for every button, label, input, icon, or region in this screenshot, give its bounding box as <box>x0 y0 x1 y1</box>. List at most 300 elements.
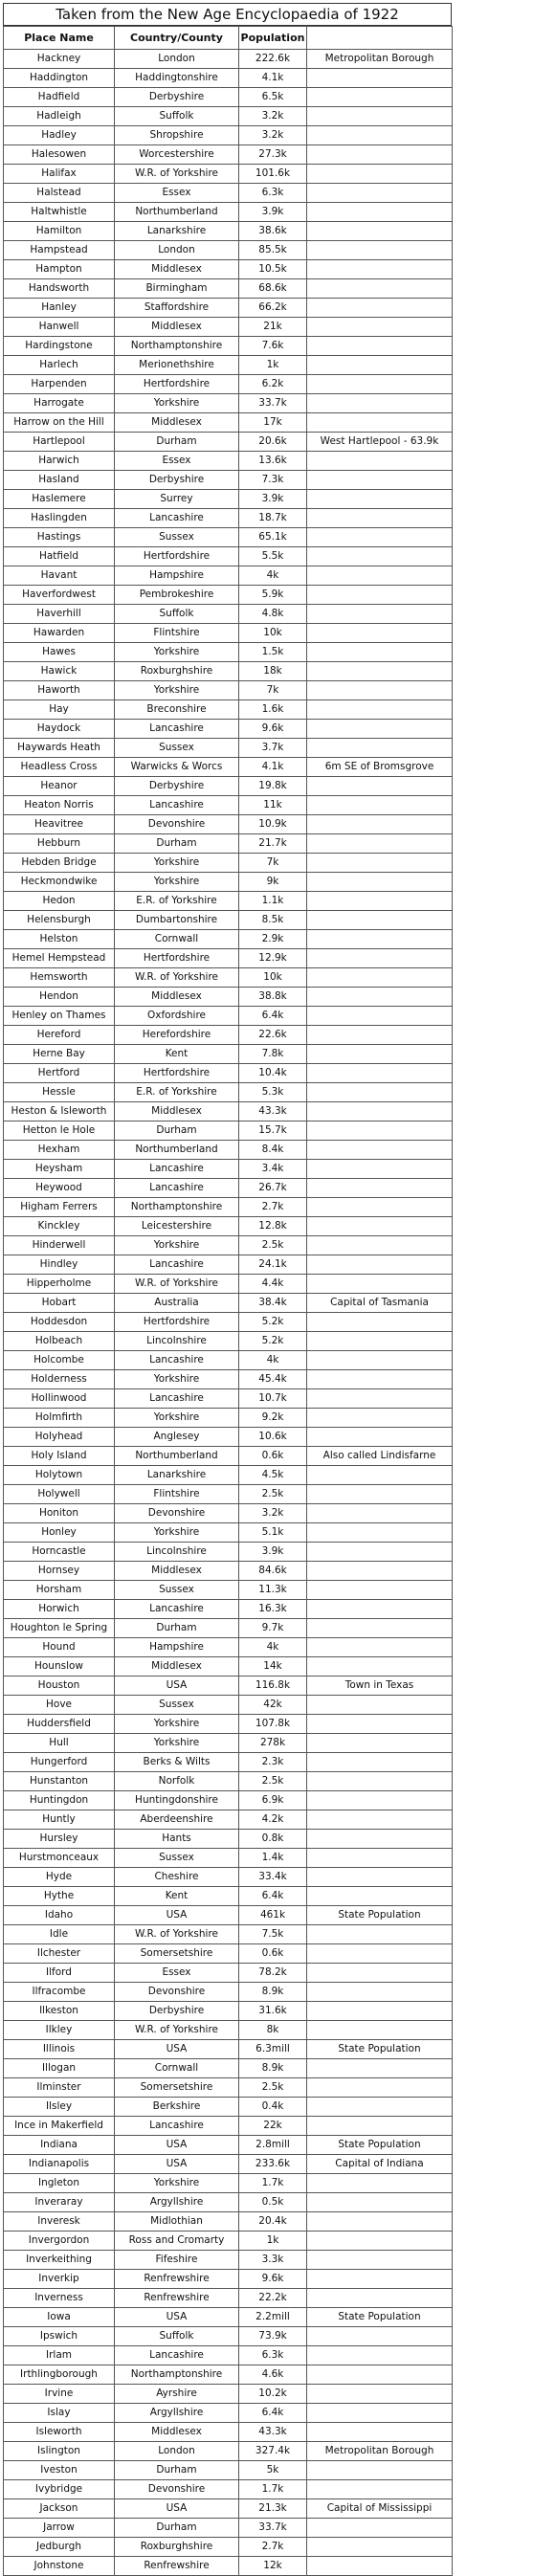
country-county-cell: Roxburghshire <box>115 662 239 681</box>
place-name-cell: Iveston <box>4 2461 115 2480</box>
place-name-cell: Honiton <box>4 1504 115 1523</box>
place-name-cell: Invergordon <box>4 2232 115 2251</box>
table-row <box>4 2538 453 2557</box>
place-name-cell: Horwich <box>4 1600 115 1619</box>
table-row <box>4 949 453 968</box>
table-row <box>4 471 453 490</box>
note-cell <box>307 988 453 1007</box>
place-name-cell: Havant <box>4 566 115 586</box>
population-cell: 5.5k <box>239 547 307 566</box>
place-name-cell: Hampton <box>4 260 115 279</box>
note-cell <box>307 1370 453 1389</box>
population-cell: 45.4k <box>239 1370 307 1389</box>
population-cell: 6.9k <box>239 1791 307 1810</box>
country-county-cell: Yorkshire <box>115 854 239 873</box>
table-row <box>4 2040 453 2059</box>
population-cell: 9.6k <box>239 720 307 739</box>
note-cell <box>307 1217 453 1236</box>
table-row <box>4 2385 453 2404</box>
population-cell: 6.3k <box>239 184 307 203</box>
place-name-cell: Horsham <box>4 1581 115 1600</box>
population-cell: 2.9k <box>239 930 307 949</box>
population-cell: 19.8k <box>239 777 307 796</box>
table-row <box>4 1083 453 1102</box>
note-cell <box>307 643 453 662</box>
population-cell: 101.6k <box>239 165 307 184</box>
population-cell: 6.2k <box>239 375 307 394</box>
country-county-cell: Yorkshire <box>115 643 239 662</box>
country-county-cell: Middlesex <box>115 260 239 279</box>
table-row <box>4 184 453 203</box>
table-row <box>4 1523 453 1543</box>
place-name-cell: Holmfirth <box>4 1409 115 1428</box>
country-county-cell: Yorkshire <box>115 873 239 892</box>
place-name-cell: Heanor <box>4 777 115 796</box>
place-name-cell: Holyhead <box>4 1428 115 1447</box>
population-cell: 1.6k <box>239 700 307 720</box>
population-cell: 43.3k <box>239 1102 307 1121</box>
note-cell <box>307 1083 453 1102</box>
place-name-cell: Hemel Hempstead <box>4 949 115 968</box>
country-county-cell: USA <box>115 1906 239 1925</box>
place-name-cell: Heavitree <box>4 815 115 834</box>
note-cell: Metropolitan Borough <box>307 50 453 69</box>
population-cell: 8.9k <box>239 1983 307 2002</box>
table-row <box>4 700 453 720</box>
place-name-cell: Huntingdon <box>4 1791 115 1810</box>
note-cell <box>307 1887 453 1906</box>
table-row <box>4 260 453 279</box>
population-cell: 21.3k <box>239 2499 307 2519</box>
table-row <box>4 394 453 413</box>
population-cell: 4.6k <box>239 2365 307 2385</box>
note-cell <box>307 1275 453 1294</box>
country-county-cell: Flintshire <box>115 1485 239 1504</box>
place-name-cell: Inveraray <box>4 2193 115 2212</box>
place-name-cell: Heston & Isleworth <box>4 1102 115 1121</box>
country-county-cell: Lancashire <box>115 796 239 815</box>
place-name-cell: Huddersfield <box>4 1715 115 1734</box>
country-county-cell: Yorkshire <box>115 1236 239 1255</box>
population-cell: 10.2k <box>239 2385 307 2404</box>
table-row <box>4 279 453 299</box>
place-name-cell: Hadley <box>4 126 115 145</box>
country-county-cell: Lancashire <box>115 720 239 739</box>
note-cell <box>307 1638 453 1657</box>
note-cell: Capital of Indiana <box>307 2155 453 2174</box>
population-cell: 7.8k <box>239 1045 307 1064</box>
note-cell <box>307 318 453 337</box>
population-cell: 78.2k <box>239 1964 307 1983</box>
place-name-cell: Higham Ferrers <box>4 1198 115 1217</box>
population-cell: 68.6k <box>239 279 307 299</box>
table-row <box>4 1121 453 1141</box>
country-county-cell: Durham <box>115 1121 239 1141</box>
place-name-cell: Headless Cross <box>4 758 115 777</box>
country-county-cell: Yorkshire <box>115 1523 239 1543</box>
place-name-cell: Holytown <box>4 1466 115 1485</box>
place-name-cell: Holbeach <box>4 1332 115 1351</box>
places-table <box>3 26 453 2576</box>
country-county-cell: W.R. of Yorkshire <box>115 1275 239 1294</box>
population-cell: 10.7k <box>239 1389 307 1409</box>
note-cell <box>307 1236 453 1255</box>
place-name-cell: Hanley <box>4 299 115 318</box>
place-name-cell: Handsworth <box>4 279 115 299</box>
note-cell <box>307 509 453 528</box>
place-name-cell: Inverkip <box>4 2270 115 2289</box>
note-cell <box>307 2480 453 2499</box>
place-name-cell: Hove <box>4 1696 115 1715</box>
table-row <box>4 2002 453 2021</box>
table-row <box>4 777 453 796</box>
place-name-cell: Hounslow <box>4 1657 115 1677</box>
population-cell: 3.7k <box>239 739 307 758</box>
population-cell: 4.8k <box>239 605 307 624</box>
population-cell: 2.5k <box>239 1485 307 1504</box>
place-name-cell: Hipperholme <box>4 1275 115 1294</box>
table-row <box>4 88 453 107</box>
table-row <box>4 586 453 605</box>
note-cell <box>307 662 453 681</box>
note-cell <box>307 2251 453 2270</box>
note-cell <box>307 1657 453 1677</box>
table-row <box>4 1217 453 1236</box>
country-county-cell: Flintshire <box>115 624 239 643</box>
population-cell: 42k <box>239 1696 307 1715</box>
population-cell: 2.3k <box>239 1753 307 1772</box>
table-row <box>4 2423 453 2442</box>
population-cell: 9k <box>239 873 307 892</box>
table-row <box>4 643 453 662</box>
place-name-cell: Hound <box>4 1638 115 1657</box>
table-row <box>4 1007 453 1026</box>
table-row <box>4 1791 453 1810</box>
header-notes <box>307 27 453 50</box>
table-row <box>4 1944 453 1964</box>
population-cell: 5.9k <box>239 586 307 605</box>
country-county-cell: Lancashire <box>115 1255 239 1275</box>
population-cell: 7k <box>239 854 307 873</box>
table-row <box>4 1236 453 1255</box>
country-county-cell: Yorkshire <box>115 1734 239 1753</box>
population-cell: 22k <box>239 2117 307 2136</box>
note-cell <box>307 1753 453 1772</box>
population-cell: 4.1k <box>239 69 307 88</box>
table-row <box>4 490 453 509</box>
note-cell <box>307 1734 453 1753</box>
place-name-cell: Jackson <box>4 2499 115 2519</box>
population-cell: 14k <box>239 1657 307 1677</box>
population-cell: 461k <box>239 1906 307 1925</box>
country-county-cell: Lancashire <box>115 1351 239 1370</box>
note-cell <box>307 1313 453 1332</box>
table-row <box>4 1351 453 1370</box>
table-row <box>4 2289 453 2308</box>
population-cell: 33.7k <box>239 2519 307 2538</box>
population-cell: 233.6k <box>239 2155 307 2174</box>
table-row <box>4 2232 453 2251</box>
note-cell: State Population <box>307 2136 453 2155</box>
place-name-cell: Hornsey <box>4 1562 115 1581</box>
country-county-cell: Suffolk <box>115 107 239 126</box>
place-name-cell: Ivybridge <box>4 2480 115 2499</box>
table-row <box>4 509 453 528</box>
note-cell <box>307 566 453 586</box>
country-county-cell: USA <box>115 1677 239 1696</box>
note-cell: Capital of Mississippi <box>307 2499 453 2519</box>
population-cell: 7.3k <box>239 471 307 490</box>
note-cell <box>307 471 453 490</box>
population-cell: 2.8mill <box>239 2136 307 2155</box>
table-row <box>4 1294 453 1313</box>
table-row <box>4 815 453 834</box>
population-cell: 84.6k <box>239 1562 307 1581</box>
note-cell <box>307 2098 453 2117</box>
country-county-cell: Sussex <box>115 1849 239 1868</box>
country-county-cell: Middlesex <box>115 2423 239 2442</box>
note-cell <box>307 1160 453 1179</box>
note-cell <box>307 1944 453 1964</box>
country-county-cell: Cornwall <box>115 2059 239 2078</box>
table-row <box>4 1964 453 1983</box>
population-cell: 5.1k <box>239 1523 307 1543</box>
table-row <box>4 1600 453 1619</box>
table-row <box>4 2327 453 2346</box>
note-cell <box>307 1562 453 1581</box>
note-cell <box>307 1409 453 1428</box>
place-name-cell: Hasland <box>4 471 115 490</box>
population-cell: 6.4k <box>239 2404 307 2423</box>
population-cell: 66.2k <box>239 299 307 318</box>
population-cell: 13.6k <box>239 452 307 471</box>
note-cell <box>307 1868 453 1887</box>
table-row <box>4 681 453 700</box>
population-cell: 20.6k <box>239 433 307 452</box>
country-county-cell: Northamptonshire <box>115 2365 239 2385</box>
population-cell: 4k <box>239 1638 307 1657</box>
place-name-cell: Inveresk <box>4 2212 115 2232</box>
table-row <box>4 1715 453 1734</box>
country-county-cell: Renfrewshire <box>115 2270 239 2289</box>
country-county-cell: Northumberland <box>115 1141 239 1160</box>
place-name-cell: Indiana <box>4 2136 115 2155</box>
note-cell <box>307 452 453 471</box>
table-row <box>4 1887 453 1906</box>
country-county-cell: Lancashire <box>115 509 239 528</box>
place-name-cell: Idaho <box>4 1906 115 1925</box>
country-county-cell: Breconshire <box>115 700 239 720</box>
note-cell <box>307 1925 453 1944</box>
country-county-cell: W.R. of Yorkshire <box>115 968 239 988</box>
country-county-cell: London <box>115 50 239 69</box>
place-name-cell: Heaton Norris <box>4 796 115 815</box>
country-county-cell: Yorkshire <box>115 1715 239 1734</box>
population-cell: 1.5k <box>239 643 307 662</box>
country-county-cell: Suffolk <box>115 2327 239 2346</box>
table-row <box>4 662 453 681</box>
page-title: Taken from the New Age Encyclopaedia of 1922 <box>3 3 452 26</box>
place-name-cell: Inverness <box>4 2289 115 2308</box>
place-name-cell: Ipswich <box>4 2327 115 2346</box>
table-row <box>4 1504 453 1523</box>
note-cell <box>307 949 453 968</box>
note-cell <box>307 815 453 834</box>
table-row <box>4 145 453 165</box>
note-cell <box>307 2059 453 2078</box>
place-name-cell: Hyde <box>4 1868 115 1887</box>
note-cell <box>307 624 453 643</box>
country-county-cell: Lancashire <box>115 2117 239 2136</box>
country-county-cell: Northamptonshire <box>115 1198 239 1217</box>
place-name-cell: Illogan <box>4 2059 115 2078</box>
table-row <box>4 50 453 69</box>
country-county-cell: Kent <box>115 1887 239 1906</box>
country-county-cell: Kent <box>115 1045 239 1064</box>
population-cell: 1.7k <box>239 2174 307 2193</box>
place-name-cell: Isleworth <box>4 2423 115 2442</box>
place-name-cell: Hexham <box>4 1141 115 1160</box>
table-row <box>4 1543 453 1562</box>
table-row <box>4 2308 453 2327</box>
note-cell <box>307 1026 453 1045</box>
place-name-cell: Hessle <box>4 1083 115 1102</box>
country-county-cell: Aberdeenshire <box>115 1810 239 1830</box>
place-name-cell: Haddington <box>4 69 115 88</box>
population-cell: 38.8k <box>239 988 307 1007</box>
table-row <box>4 2078 453 2098</box>
place-name-cell: Irlam <box>4 2346 115 2365</box>
table-row <box>4 720 453 739</box>
note-cell <box>307 2538 453 2557</box>
population-cell: 10.5k <box>239 260 307 279</box>
population-cell: 11k <box>239 796 307 815</box>
table-row <box>4 1810 453 1830</box>
population-cell: 12.9k <box>239 949 307 968</box>
place-name-cell: Ilminster <box>4 2078 115 2098</box>
table-row <box>4 1619 453 1638</box>
country-county-cell: Yorkshire <box>115 1370 239 1389</box>
population-cell: 6.4k <box>239 1887 307 1906</box>
country-county-cell: Somersetshire <box>115 1944 239 1964</box>
note-cell: West Hartlepool - 63.9k <box>307 433 453 452</box>
country-county-cell: Durham <box>115 433 239 452</box>
population-cell: 1k <box>239 2232 307 2251</box>
country-county-cell: Middlesex <box>115 988 239 1007</box>
table-row <box>4 2117 453 2136</box>
place-name-cell: Holywell <box>4 1485 115 1504</box>
table-row <box>4 1772 453 1791</box>
population-cell: 21k <box>239 318 307 337</box>
country-county-cell: USA <box>115 2499 239 2519</box>
population-cell: 222.6k <box>239 50 307 69</box>
place-name-cell: Hetton le Hole <box>4 1121 115 1141</box>
note-cell <box>307 911 453 930</box>
country-county-cell: Yorkshire <box>115 681 239 700</box>
table-row <box>4 299 453 318</box>
population-cell: 1k <box>239 356 307 375</box>
table-row <box>4 165 453 184</box>
population-cell: 1.1k <box>239 892 307 911</box>
country-county-cell: Roxburghshire <box>115 2538 239 2557</box>
population-cell: 0.4k <box>239 2098 307 2117</box>
table-row <box>4 968 453 988</box>
population-cell: 17k <box>239 413 307 433</box>
country-county-cell: Pembrokeshire <box>115 586 239 605</box>
note-cell <box>307 1772 453 1791</box>
country-county-cell: Derbyshire <box>115 2002 239 2021</box>
note-cell <box>307 700 453 720</box>
population-cell: 33.7k <box>239 394 307 413</box>
table-body <box>4 50 453 2576</box>
population-cell: 6.4k <box>239 1007 307 1026</box>
place-name-cell: Hurstmonceaux <box>4 1849 115 1868</box>
country-county-cell: Durham <box>115 2519 239 2538</box>
population-cell: 5k <box>239 2461 307 2480</box>
note-cell <box>307 299 453 318</box>
table-row <box>4 1198 453 1217</box>
place-name-cell: Hardingstone <box>4 337 115 356</box>
place-name-cell: Hampstead <box>4 241 115 260</box>
population-cell: 11.3k <box>239 1581 307 1600</box>
note-cell <box>307 490 453 509</box>
note-cell <box>307 126 453 145</box>
table-row <box>4 1026 453 1045</box>
table-row <box>4 69 453 88</box>
population-cell: 3.4k <box>239 1160 307 1179</box>
note-cell: Town in Texas <box>307 1677 453 1696</box>
table-row <box>4 2098 453 2117</box>
place-name-cell: Hollinwood <box>4 1389 115 1409</box>
country-county-cell: Sussex <box>115 528 239 547</box>
place-name-cell: Huntly <box>4 1810 115 1830</box>
country-county-cell: Middlesex <box>115 1562 239 1581</box>
table-row <box>4 1064 453 1083</box>
table-row <box>4 758 453 777</box>
population-cell: 3.3k <box>239 2251 307 2270</box>
country-county-cell: Somersetshire <box>115 2078 239 2098</box>
place-name-cell: Houston <box>4 1677 115 1696</box>
place-name-cell: Hadleigh <box>4 107 115 126</box>
population-cell: 3.2k <box>239 126 307 145</box>
table-row <box>4 1466 453 1485</box>
population-cell: 278k <box>239 1734 307 1753</box>
table-row <box>4 2251 453 2270</box>
note-cell: 6m SE of Bromsgrove <box>307 758 453 777</box>
table-row <box>4 1868 453 1887</box>
country-county-cell: Hertfordshire <box>115 375 239 394</box>
country-county-cell: Herefordshire <box>115 1026 239 1045</box>
country-county-cell: W.R. of Yorkshire <box>115 165 239 184</box>
note-cell <box>307 1964 453 1983</box>
country-county-cell: Surrey <box>115 490 239 509</box>
population-cell: 22.2k <box>239 2289 307 2308</box>
table-row <box>4 2346 453 2365</box>
population-cell: 38.4k <box>239 1294 307 1313</box>
table-row <box>4 375 453 394</box>
population-cell: 22.6k <box>239 1026 307 1045</box>
population-cell: 7k <box>239 681 307 700</box>
population-cell: 4.1k <box>239 758 307 777</box>
country-county-cell: Devonshire <box>115 2480 239 2499</box>
table-row <box>4 413 453 433</box>
note-cell <box>307 394 453 413</box>
population-cell: 3.2k <box>239 107 307 126</box>
place-name-cell: Hamilton <box>4 222 115 241</box>
note-cell <box>307 681 453 700</box>
note-cell: State Population <box>307 1906 453 1925</box>
country-county-cell: Hertfordshire <box>115 1064 239 1083</box>
